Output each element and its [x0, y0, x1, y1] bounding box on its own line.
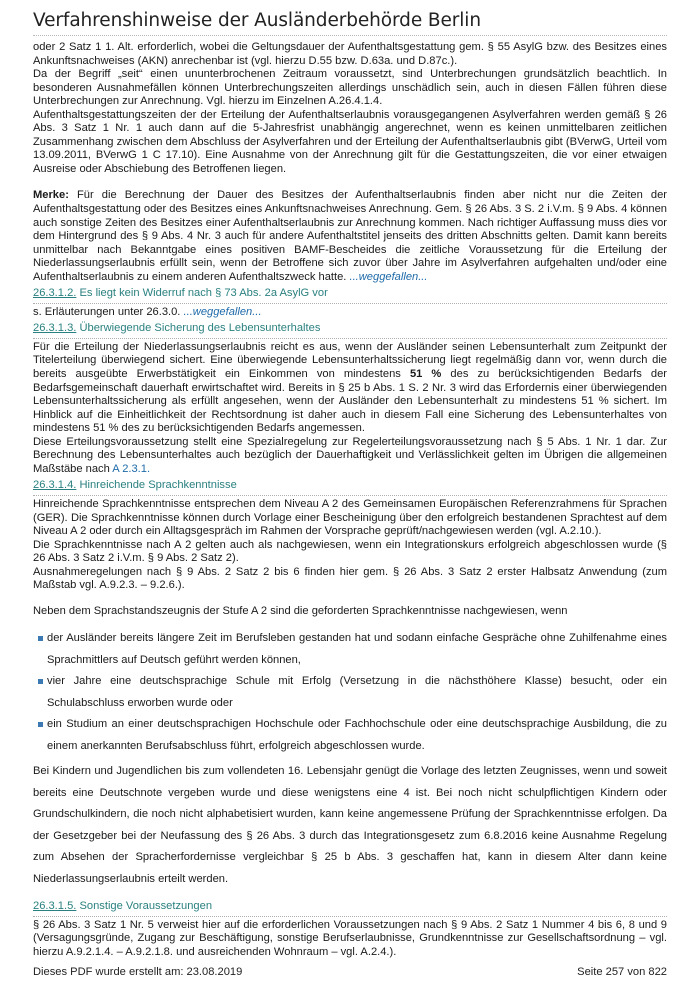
- paragraph: [33, 436, 667, 477]
- page-number: Seite 257 von 822: [577, 966, 667, 978]
- pdf-created-date: Dieses PDF wurde erstellt am: 23.08.2019: [33, 966, 243, 978]
- weggefallen-link[interactable]: ...weggefallen...: [183, 305, 262, 318]
- section-title: Es liegt kein Widerruf nach § 73 Abs. 2a AsylG vor: [76, 287, 328, 300]
- paragraph: Neben dem Sprachstandszeugnis der Stufe A 2 sind die geforderten Sprachkenntnisse nachgewiesen, wenn: [33, 604, 568, 617]
- section-title: Sonstige Voraussetzungen: [76, 900, 213, 913]
- bullet-square-icon: [38, 636, 43, 641]
- section-heading-26-3-1-4: [33, 479, 667, 496]
- page-title: Verfahrenshinweise der Ausländerbehörde Berlin: [33, 10, 481, 31]
- bold-percentage: 51 %: [409, 368, 442, 381]
- section-title: Hinreichende Sprachkenntnisse: [76, 479, 237, 492]
- paragraph: [33, 306, 667, 320]
- paragraph: [33, 341, 667, 436]
- header-divider: [33, 35, 667, 36]
- paragraph-text: Diese Erteilungsvoraussetzung stellt eine Spezialregelung zur Regelerteilungsvoraussetzung nach § 5 Abs. 1 Nr. 1 dar. Zur Berechnung des Lebensunterhaltes auch bezüglich der Dauerhaftigkeit und Verlässlichkeit gelten im Übrigen die allgemeinen Maßstäbe nach: [33, 435, 667, 475]
- paragraph: oder 2 Satz 1 1. Alt. erforderlich, wobei die Geltungsdauer der Aufenthaltsgestattung gem. § 55 AsylG bzw. des Besitzes eines Ankunftsnachweises (AKN) anrechenbar ist (vgl. hierzu D.55 bzw. D.63a. und D.87c.).: [33, 41, 667, 67]
- list-item: [33, 628, 667, 671]
- paragraph: Da der Begriff „seit“ einen ununterbrochenen Zeitraum voraussetzt, sind Unterbrechungen grundsätzlich beachtlich. In besonderen Ausnahmefällen können Unterbrechungszeiten allerdings unschädlich sein, auch in diesen Fällen führen diese Unterbrechungen zur Anrechnung. Vgl. hierzu im Einzelnen A.26.4.1.4.: [33, 68, 667, 108]
- section-number-link[interactable]: 26.3.1.5.: [33, 900, 77, 913]
- page-header: [33, 10, 667, 36]
- page-footer: [33, 966, 667, 978]
- reference-link[interactable]: A 2.3.1.: [112, 462, 151, 475]
- paragraph-text: s. Erläuterungen unter 26.3.0.: [33, 305, 184, 318]
- list-item-text: vier Jahre eine deutschsprachige Schule mit Erfolg (Versetzung in die nächsthöhere Klasse) besucht, oder ein Schulabschluss erworben wurde oder: [47, 675, 667, 709]
- section-heading-26-3-1-5: [33, 900, 667, 917]
- weggefallen-link[interactable]: ...weggefallen...: [349, 270, 428, 283]
- section-number-link[interactable]: 26.3.1.2.: [33, 287, 77, 300]
- merke-paragraph: [33, 189, 667, 284]
- paragraph: Hinreichende Sprachkenntnisse entsprechen dem Niveau A 2 des Gemeinsamen Europäischen Referenzrahmens für Sprachen (GER). Die Sprachkenntnisse können durch Vorlage einer Bescheinigung über den erfolgreich bestandenen Sprachtest auf dem Niveau A 2 oder durch ein Alltagsgespräch im Rahmen der Vorsprache geprüft/nachgewiesen werden (vgl. A.2.10.).: [33, 497, 667, 538]
- list-item-text: ein Studium an einer deutschsprachigen Hochschule oder Fachhochschule oder eine deutschsprachige Ausbildung, die zu einem anerkannten Berufsabschluss führt, erfolgreich abgeschlossen wurde.: [47, 718, 667, 752]
- paragraph: Bei Kindern und Jugendlichen bis zum vollendeten 16. Lebensjahr genügt die Vorlage des letzten Zeugnisses, wenn und soweit bereits eine Deutschnote vergeben wurde und diese wenigstens eine 4 ist. Bei noch nicht schulpflichtigen Kindern oder Grundschulkindern, die noch nicht alphabetisiert wurden, kann keine angemessene Prüfung der Sprachkenntnisse erfolgen. Da der Gesetzgeber bei der Neufassung des § 26 Abs. 3 durch das Integrationsgesetz zum 6.8.2016 keine Ausnahme Regelung zum Absehen der Spracherfordernisse vergleichbar § 25 b Abs. 3 geschaffen hat, kann in diesem Alter dann keine Niederlassungserlaubnis erteilt werden.: [33, 765, 667, 885]
- merke-text: Für die Berechnung der Dauer des Besitzes der Aufenthaltserlaubnis finden aber nicht nur die Zeiten der Aufenthaltsgestattung oder des Besitzes eines Ankunftsnachweises Anrechnung. Gem. § 26 Abs. 3 S. 2 i.V.m. § 9 Abs. 4 können auch sonstige Zeiten des Besitzes einer Aufenthaltserlaubnis zur Anrechnung kommen. Nach richtiger Auffassung muss dies vor dem Hintergrund des § 9 Abs. 4 Nr. 3 auch für andere Aufenthaltstitel jenseits des dritten Abschnitts gelten. Damit kann bereits unmittelbar nach Bekanntgabe eines positiven BAMF-Bescheides die zeitliche Voraussetzung für die Erteilung der Niederlassungserlaubnis erfüllt sein, wenn der Betroffene sich zuvor über Jahre im Asylverfahren aufgehalten und/oder eine Aufenthaltserlaubnis zu einem anderen Aufenthaltszweck hatte.: [33, 189, 667, 283]
- list-item: [33, 714, 667, 757]
- paragraph-text: des zu berücksichtigenden Bedarfs der Bedarfsgemeinschaft dauerhaft erwirtschaftet wird. Bereits in § 25 b Abs. 1 S. 2 Nr. 3 wird das Erfordernis einer überwiegenden Lebensunterhaltssicherung als erfüllt angesehen, wenn der Ausländer den Lebensunterhalt zu mindestens 51 % sichert. Im Hinblick auf die Einheitlichkeit der Rechtsordnung ist daher auch in diesem Fall eine Sicherung des Lebensunterhaltes von mindestens 51 % des zu berücksichtigenden Bedarfs angemessen.: [33, 368, 667, 435]
- bullet-square-icon: [38, 722, 43, 727]
- paragraph: Ausnahmeregelungen nach § 9 Abs. 2 Satz 2 bis 6 finden hier gem. § 26 Abs. 3 Satz 2 erster Halbsatz Anwendung (zum Maßstab vgl. A.9.2.3. – 9.2.6.).: [33, 565, 667, 592]
- section-heading-26-3-1-3: [33, 322, 667, 339]
- paragraph-text: Für die Erteilung der Niederlassungserlaubnis reicht es aus, wenn der Ausländer seinen Lebensunterhalt zum Zeitpunkt der Titelerteilung überwiegend sichert. Eine überwiegende Lebensunterhaltssicherung liegt regelmäßig dann vor, wenn durch die bereits ausgeübte Erwerbstätigkeit ein Einkommen von mindestens: [33, 340, 667, 381]
- list-item-text: der Ausländer bereits längere Zeit im Berufsleben gestanden hat und sodann einfache Gespräche ohne Zuhilfenahme eines Sprachmittlers auf Deutsch geführt werden können,: [47, 632, 667, 666]
- paragraph: Die Sprachkenntnisse nach A 2 gelten auch als nachgewiesen, wenn ein Integrationskurs erfolgreich abgeschlossen wurde (§ 26 Abs. 3 Satz 2 i.V.m. § 9 Abs. 2 Satz 2).: [33, 538, 667, 565]
- section-number-link[interactable]: 26.3.1.4.: [33, 479, 77, 492]
- merke-label: Merke:: [33, 189, 69, 202]
- bullet-square-icon: [38, 679, 43, 684]
- paragraph: § 26 Abs. 3 Satz 1 Nr. 5 verweist hier auf die erforderlichen Voraussetzungen nach § 9 Abs. 2 Satz 1 Nummer 4 bis 6, 8 und 9 (Versagungsgründe, Zugang zur Beschäftigung, sonstige Berufserlaubnisse, Grundkenntnisse zur Gesellschaftsordnung – vgl. hierzu A.9.2.1.4. – A.9.2.1.8. und ausreichenden Wohnraum – vgl. A.2.4.).: [33, 918, 667, 958]
- section-heading-26-3-1-2: [33, 287, 667, 304]
- paragraph: Aufenthaltsgestattungszeiten der der Erteilung der Aufenthaltserlaubnis vorausgegangenen Asylverfahren werden gemäß § 26 Abs. 3 Satz 1 Nr. 1 auch dann auf die 5-Jahresfrist unabhängig angerechnet, wenn es keinen unmittelbaren zeitlichen Zusammenhang zwischen dem Abschluss der Asylverfahren und der Erteilung der Aufenthaltserlaubnis gibt (BVerwG, Urteil vom 13.09.2011, BVerwG 1 C 17.10). Eine Ausnahme von der Anrechnung gilt für die Gestattungszeiten, die vor einer etwaigen Ausreise oder Abschiebung des Betroffenen liegen.: [33, 108, 667, 175]
- section-title: Überwiegende Sicherung des Lebensunterhaltes: [76, 322, 321, 335]
- requirements-list: [33, 628, 667, 757]
- list-item: [33, 671, 667, 714]
- document-body: [33, 41, 667, 960]
- section-number-link[interactable]: 26.3.1.3.: [33, 322, 77, 335]
